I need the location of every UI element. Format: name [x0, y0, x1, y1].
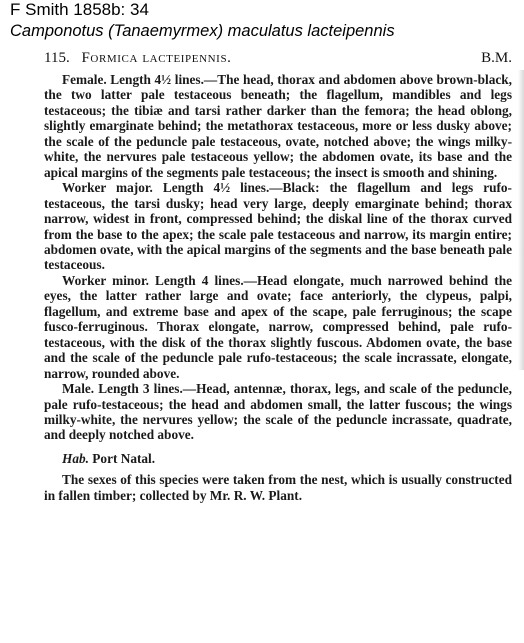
page-spine-shadow: [518, 70, 524, 370]
habitat-value: Port Natal.: [92, 450, 156, 466]
worker-minor-description: Worker minor. Length 4 lines.—Head elongate, much narrowed behind the eyes, the latter rather large and ovate; face anteriorly, the clypeus, palpi, flagellum, and extreme base and apex of the scape, pale ferruginous; the scape fusco-ferruginous. Thorax elongate, narrow, compressed behind, pale rufo-testaceous, with the disk of the thorax slightly fuscous. Abdomen ovate, the base and the scale of the peduncle pale rufo-testaceous; the scale incrassate, elongate, narrow, rounded above.: [44, 272, 512, 381]
male-description: Male. Length 3 lines.—Head, antennæ, thorax, legs, and scale of the peduncle, pale rufo-testaceous; the head and abdomen small, the latter fuscous; the wings milky-white, the nervures yellow; the scale of the peduncle incrassate, quadrate, and deeply notched above.: [44, 381, 512, 443]
caption-taxon: Camponotus (Tanaemyrmex) maculatus lacteipennis: [10, 22, 395, 40]
species-name: Formica lacteipennis.: [81, 50, 232, 66]
collection-note: The sexes of this species were taken from the nest, which is usually constructed in fallen timber; collected by Mr. R. W. Plant.: [44, 472, 512, 503]
worker-major-description: Worker major. Length 4½ lines.—Black: the flagellum and legs rufo-testaceous, the tarsi dusky; head very large, deeply emarginate behind; thorax narrow, widest in front, compressed behind; the diskal line of the thorax curved from the base to the apex; the scale pale testaceous and narrow, its margin entire; abdomen ovate, with the apical margins of the segments and the base beneath pale testaceous.: [44, 180, 512, 273]
description-body: [44, 72, 512, 503]
caption-citation: F Smith 1858b: 34: [10, 0, 149, 19]
entry-heading: [44, 50, 512, 67]
collection-code: B.M.: [481, 50, 512, 66]
female-description: Female. Length 4½ lines.—The head, thorax and abdomen above brown-black, the two latter pale testaceous beneath; the flagellum, mandibles and legs testaceous; the tibiæ and tarsi rather darker than the femora; the head oblong, slightly emarginate behind; the metathorax testaceous, more or less dusky above; the scale of the peduncle pale testaceous, ovate, notched above; the wings milky-white, the nervures pale testaceous yellow; the abdomen ovate, its base and the apical margins of the segments pale testaceous; the insect is smooth and shining.: [44, 72, 512, 180]
entry-number: 115.: [44, 50, 70, 66]
habitat-line: [44, 451, 512, 466]
habitat-label: Hab.: [62, 450, 89, 466]
